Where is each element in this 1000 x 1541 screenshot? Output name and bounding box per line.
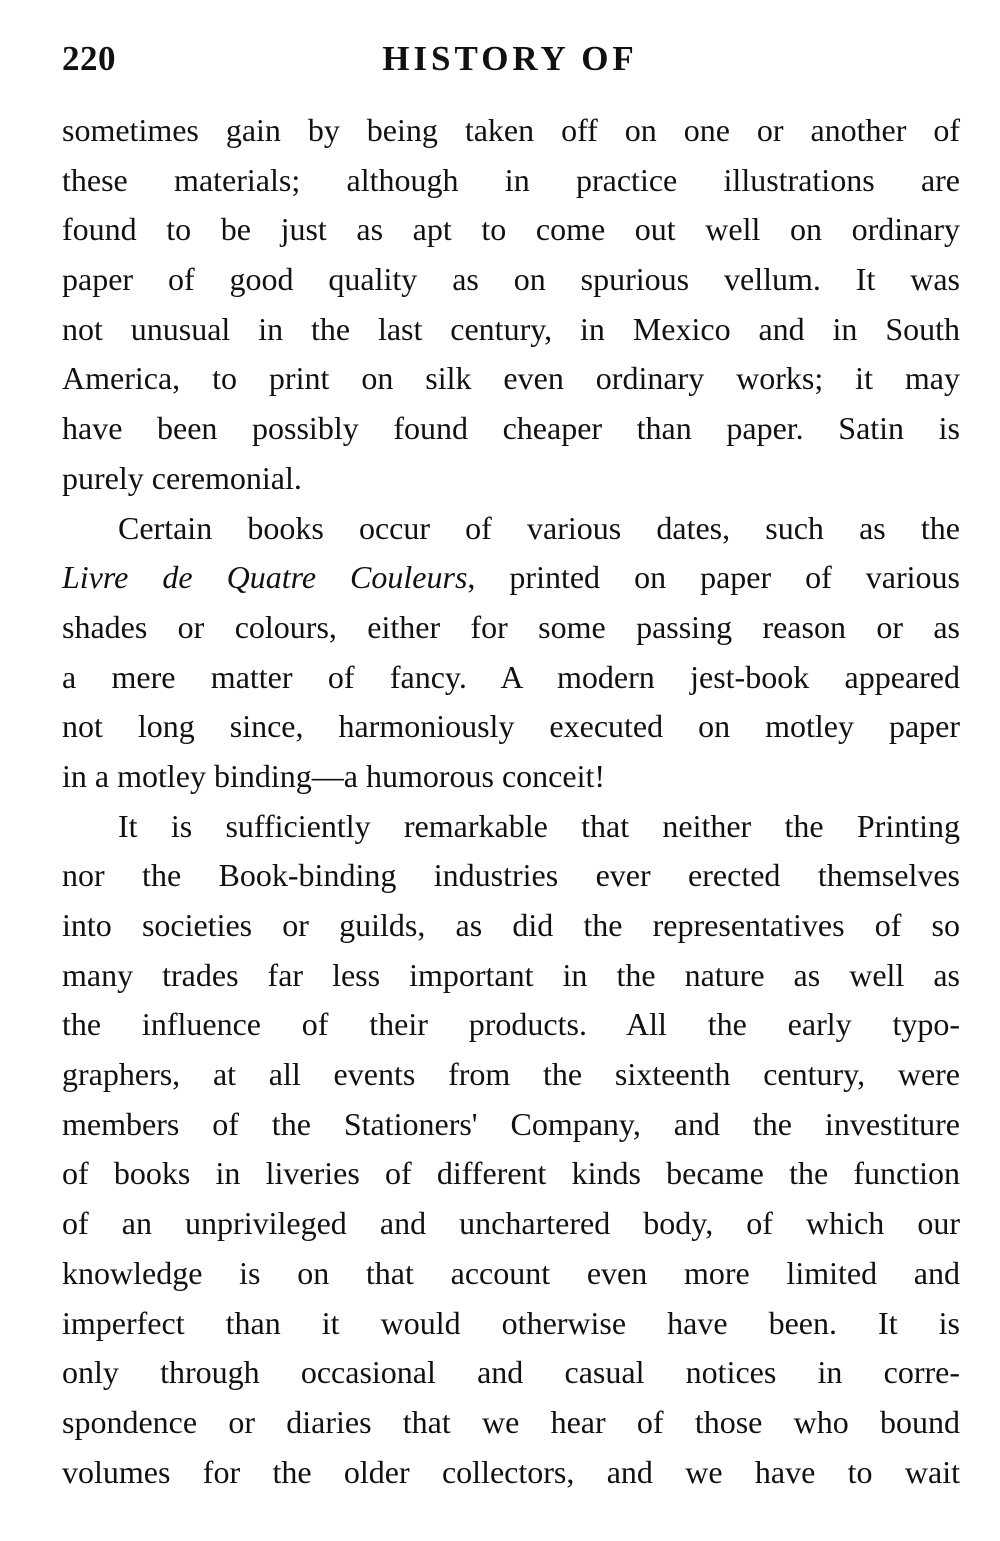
text-line: volumes for the older collectors, and we have to wait bbox=[62, 1453, 960, 1490]
text-line: have been possibly found cheaper than paper. Satin is bbox=[62, 410, 960, 447]
paragraph-1 bbox=[62, 106, 960, 504]
text-line: graphers, at all events from the sixteenth century, were bbox=[62, 1056, 960, 1093]
text-line: knowledge is on that account even more limited and bbox=[62, 1254, 960, 1291]
text-line: Certain books occur of various dates, such as the bbox=[118, 509, 960, 546]
text-line: America, to print on silk even ordinary works; it may bbox=[62, 360, 960, 397]
text-line: spondence or diaries that we hear of those who bound bbox=[62, 1403, 960, 1440]
italic-book-title: Livre de Quatre Couleurs bbox=[62, 559, 468, 596]
text-line: imperfect than it would otherwise have been. It is bbox=[62, 1304, 960, 1341]
text-line: nor the Book-binding industries ever erected themselves bbox=[62, 857, 960, 894]
text-line: in a motley binding—a humorous conceit! bbox=[62, 757, 605, 794]
text-line: shades or colours, either for some passing reason or as bbox=[62, 608, 960, 645]
text-line-with-italic-title bbox=[62, 553, 960, 603]
paragraph-2 bbox=[62, 504, 960, 802]
body-text bbox=[62, 106, 960, 1497]
text-line-tail: , printed on paper of various bbox=[467, 559, 961, 596]
text-line: of an unprivileged and unchartered body, of which our bbox=[62, 1205, 960, 1242]
paragraph-3 bbox=[62, 802, 960, 1498]
text-line: many trades far less important in the nature as well as bbox=[62, 956, 960, 993]
running-title: HISTORY OF bbox=[382, 39, 638, 78]
text-line: found to be just as apt to come out well on ordinary bbox=[62, 211, 960, 248]
text-line: paper of good quality as on spurious vellum. It was bbox=[62, 261, 960, 298]
text-line: the influence of their products. All the early typo- bbox=[62, 1006, 960, 1043]
text-line: sometimes gain by being taken off on one or another of bbox=[62, 112, 960, 148]
page-number: 220 bbox=[62, 39, 116, 78]
text-line: purely ceremonial. bbox=[62, 459, 302, 496]
text-line: a mere matter of fancy. A modern jest-book appeared bbox=[62, 658, 960, 695]
text-line: It is sufficiently remarkable that neither the Printing bbox=[118, 807, 960, 844]
text-line: of books in liveries of different kinds became the function bbox=[62, 1155, 960, 1192]
text-line: not unusual in the last century, in Mexico and in South bbox=[62, 310, 960, 347]
text-line: these materials; although in practice illustrations are bbox=[62, 161, 960, 198]
running-head bbox=[62, 34, 958, 84]
text-line: not long since, harmoniously executed on motley paper bbox=[62, 708, 960, 745]
text-line: only through occasional and casual notices in corre- bbox=[62, 1354, 960, 1391]
text-line: members of the Stationers' Company, and the investiture bbox=[62, 1105, 960, 1142]
text-line: into societies or guilds, as did the representatives of so bbox=[62, 907, 960, 943]
